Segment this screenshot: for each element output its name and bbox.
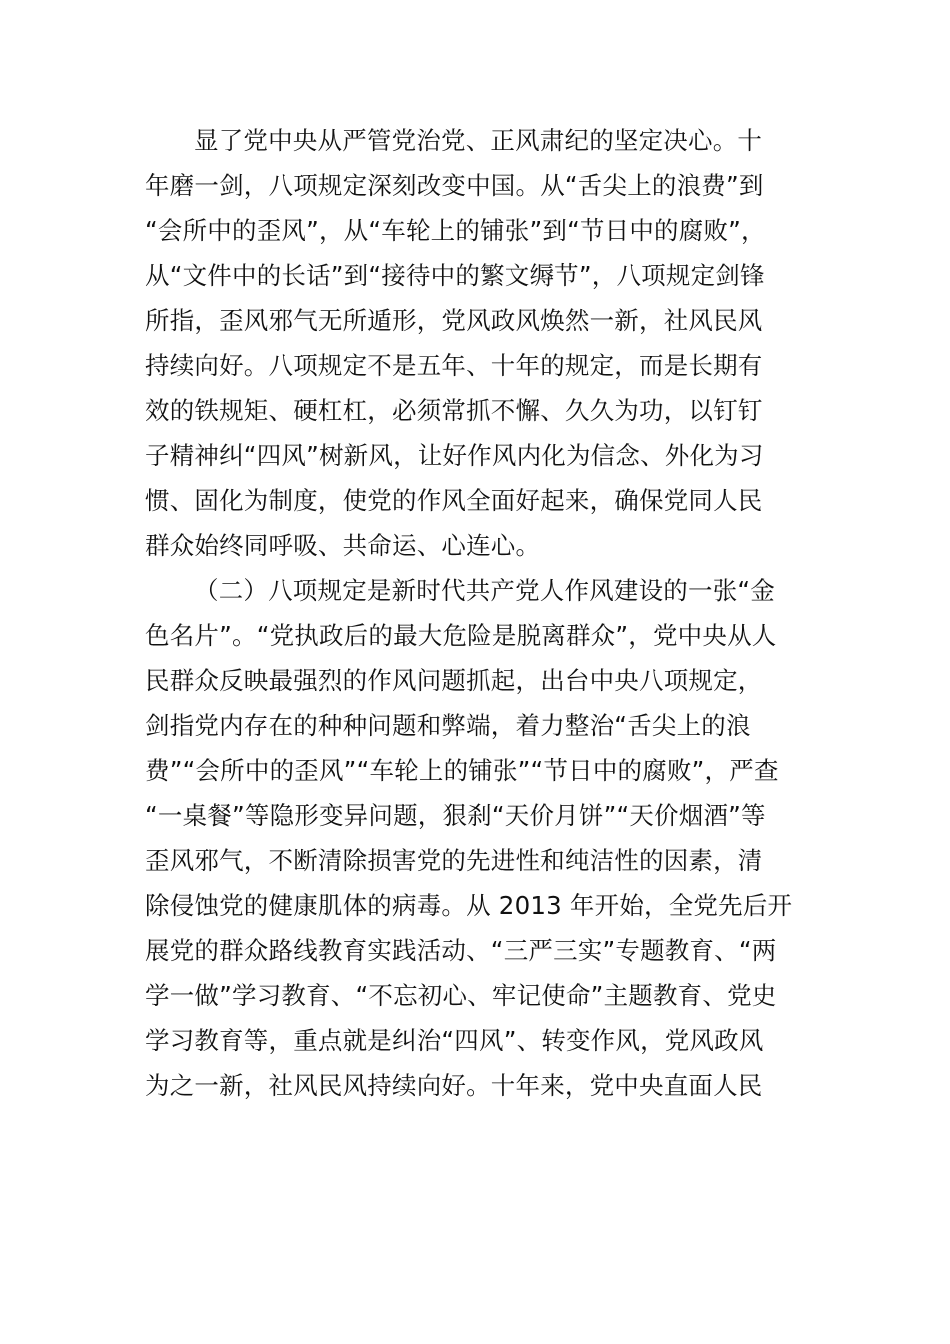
text-line: 除侵蚀党的健康肌体的病毒。从 2013 年开始，全党先后开 <box>145 891 793 920</box>
text-line: 剑指党内存在的种种问题和弊端，着力整治“舌尖上的浪 <box>145 711 751 740</box>
text-line: 民群众反映最强烈的作风问题抓起，出台中央八项规定， <box>145 666 763 695</box>
text-line: 歪风邪气，不断清除损害党的先进性和纯洁性的因素，清 <box>145 846 763 875</box>
text-line: 从“文件中的长话”到“接待中的繁文缛节”，八项规定剑锋 <box>145 261 765 290</box>
document-body <box>145 118 815 1108</box>
text-line: 费”“会所中的歪风”“车轮上的铺张”“节日中的腐败”，严查 <box>145 756 779 785</box>
text-line: 年磨一剑，八项规定深刻改变中国。从“舌尖上的浪费”到 <box>145 171 764 200</box>
paragraph-2 <box>145 568 815 1108</box>
text-line: 学一做”学习教育、“不忘初心、牢记使命”主题教育、党史 <box>145 981 777 1010</box>
text-line: 色名片”。“党执政后的最大危险是脱离群众”，党中央从人 <box>145 621 777 650</box>
paragraph-1 <box>145 118 815 568</box>
text-line: 学习教育等，重点就是纠治“四风”、转变作风，党风政风 <box>145 1026 764 1055</box>
text-line: 所指，歪风邪气无所遁形，党风政风焕然一新，社风民风 <box>145 306 763 335</box>
text-line: 持续向好。八项规定不是五年、十年的规定，而是长期有 <box>145 351 763 380</box>
text-line: 惯、固化为制度，使党的作风全面好起来，确保党同人民 <box>145 486 763 515</box>
text-line: 为之一新，社风民风持续向好。十年来，党中央直面人民 <box>145 1071 763 1100</box>
text-line: 效的铁规矩、硬杠杠，必须常抓不懈、久久为功，以钉钉 <box>145 396 763 425</box>
text-line: 显了党中央从严管党治党、正风肃纪的坚定决心。十 <box>194 126 763 155</box>
text-line: “一桌餐”等隐形变异问题，狠刹“天价月饼”“天价烟酒”等 <box>145 801 766 830</box>
text-line: （二）八项规定是新时代共产党人作风建设的一张“金 <box>194 576 775 605</box>
text-line: 群众始终同呼吸、共命运、心连心。 <box>145 531 541 560</box>
text-line: 子精神纠“四风”树新风，让好作风内化为信念、外化为习 <box>145 441 764 470</box>
text-line: “会所中的歪风”，从“车轮上的铺张”到“节日中的腐败”， <box>145 216 766 245</box>
text-line: 展党的群众路线教育实践活动、“三严三实”专题教育、“两 <box>145 936 777 965</box>
